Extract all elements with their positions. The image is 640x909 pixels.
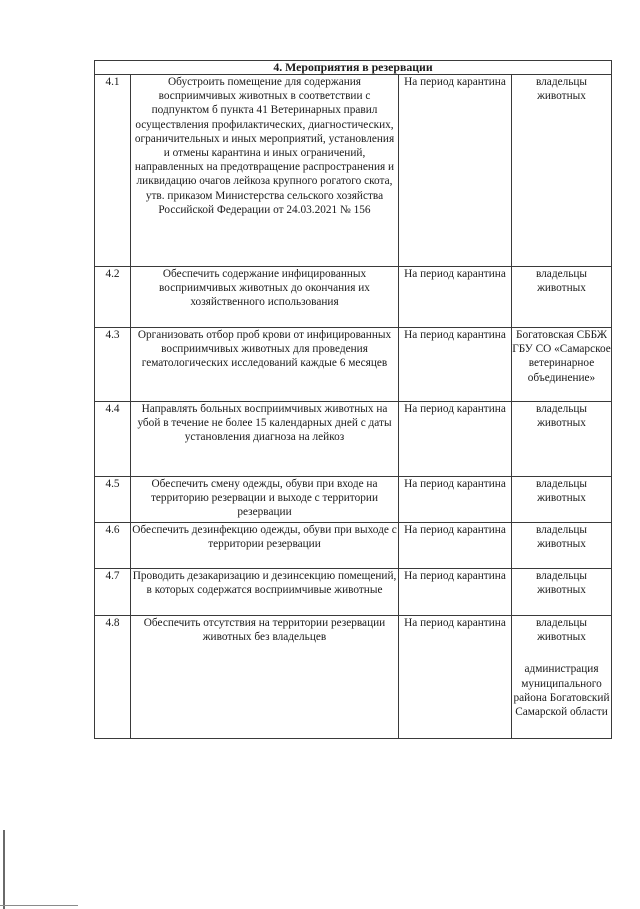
section-title: 4. Мероприятия в резервации — [95, 61, 612, 75]
measure-text: Обеспечить отсутствия на территории резервации животных без владельцев — [131, 616, 399, 739]
term-text: На период карантина — [399, 616, 512, 739]
table-row — [95, 569, 612, 616]
table-row — [95, 267, 612, 328]
measure-text: Организовать отбор проб крови от инфицированных восприимчивых животных для проведения гематологических исследований каждые 6 месяцев — [131, 328, 399, 402]
measure-text: Обеспечить содержание инфицированных восприимчивых животных до окончания их хозяйственного использования — [131, 267, 399, 328]
row-number: 4.6 — [95, 523, 131, 569]
term-text: На период карантина — [399, 523, 512, 569]
scan-edge-mark — [0, 905, 78, 906]
table-row — [95, 75, 612, 267]
responsible-cell — [512, 616, 612, 739]
term-text: На период карантина — [399, 402, 512, 477]
measure-text: Направлять больных восприимчивых животных на убой в течение не более 15 календарных дней с даты установления диагноза на лейкоз — [131, 402, 399, 477]
term-text: На период карантина — [399, 328, 512, 402]
table-row — [95, 328, 612, 402]
responsible-text: владельцы животных — [512, 75, 612, 267]
row-number: 4.1 — [95, 75, 131, 267]
row-number: 4.4 — [95, 402, 131, 477]
table-row — [95, 616, 612, 739]
measure-text: Обеспечить дезинфекцию одежды, обуви при выходе с территории резервации — [131, 523, 399, 569]
row-number: 4.7 — [95, 569, 131, 616]
measure-text: Обеспечить смену одежды, обуви при входе на территорию резервации и выходе с территории резервации — [131, 477, 399, 523]
term-text: На период карантина — [399, 75, 512, 267]
row-number: 4.5 — [95, 477, 131, 523]
term-text: На период карантина — [399, 267, 512, 328]
measure-text: Проводить дезакаризацию и дезинсекцию помещений, в которых содержатся восприимчивые животные — [131, 569, 399, 616]
section-heading-row — [95, 61, 612, 75]
row-number: 4.8 — [95, 616, 131, 739]
row-number: 4.3 — [95, 328, 131, 402]
responsible-text: владельцы животных — [512, 267, 612, 328]
measure-text: Обустроить помещение для содержания восприимчивых животных в соответствии с подпунктом б пункта 41 Ветеринарных правил осуществления профилактических, диагностических, ограничительных и иных мероприятий, установления и отмены карантина и иных ограничений, направленных на предотвращение распространения и ликвидацию очагов лейкоза крупного рогатого скота, утв. приказом Министерства сельского хозяйства Российской Федерации от 24.03.2021 № 156 — [131, 75, 399, 267]
term-text: На период карантина — [399, 477, 512, 523]
responsible-text: Богатовская СББЖ ГБУ СО «Самарское ветеринарное объединение» — [512, 328, 612, 402]
scan-edge-mark — [3, 830, 5, 909]
row-number: 4.2 — [95, 267, 131, 328]
responsible-text: владельцы животных — [512, 523, 612, 569]
table-row — [95, 477, 612, 523]
measures-table — [94, 60, 612, 739]
responsible-text: владельцы животных — [535, 617, 588, 644]
term-text: На период карантина — [399, 569, 512, 616]
responsible-extra-text: администрация муниципального района Богатовский Самарской области — [513, 663, 610, 719]
table-row — [95, 523, 612, 569]
responsible-text: владельцы животных — [512, 402, 612, 477]
spacer — [512, 644, 611, 662]
responsible-text: владельцы животных — [512, 477, 612, 523]
table-row — [95, 402, 612, 477]
responsible-text: владельцы животных — [512, 569, 612, 616]
